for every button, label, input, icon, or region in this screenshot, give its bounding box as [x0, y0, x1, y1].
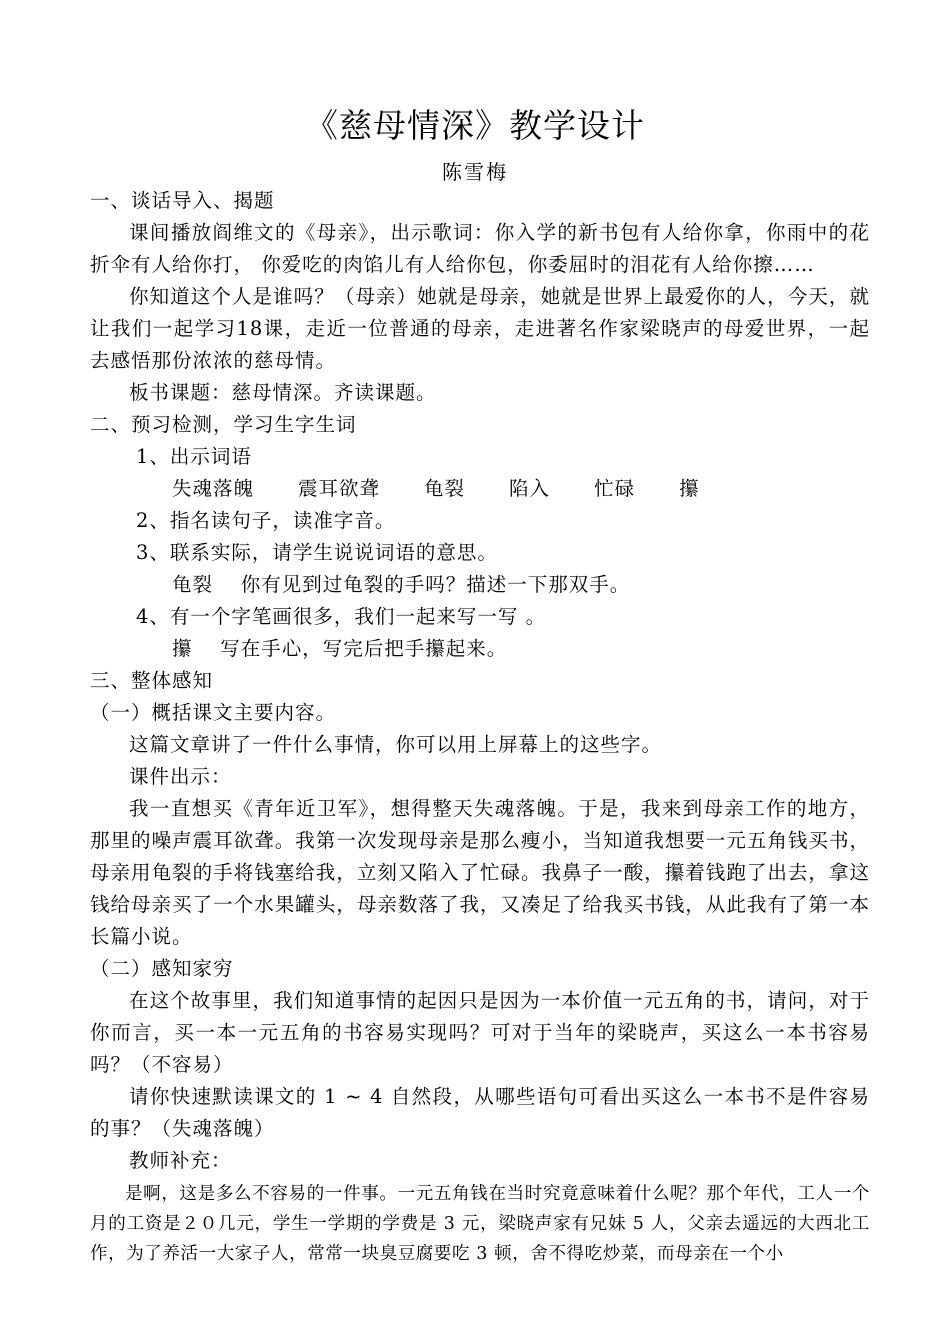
vocabulary-word: 陷入 — [509, 477, 551, 500]
list-item-detail: 龟裂 你有见到过龟裂的手吗？描述一下那双手。 — [172, 573, 631, 596]
vocabulary-word: 忙碌 — [594, 477, 636, 500]
document-body — [90, 185, 870, 1269]
paragraph: 教师补充： — [129, 1149, 232, 1172]
list-item: 1、出示词语 — [136, 445, 252, 468]
list-item-detail: 攥 写在手心，写完后把手攥起来。 — [172, 637, 508, 660]
section-heading-3: 三、整体感知 — [90, 669, 214, 692]
vocabulary-word: 攥 — [679, 477, 700, 500]
author-name: 陈雪梅 — [442, 160, 508, 184]
paragraph: 请你快速默读课文的 1 ~ 4 自然段，从哪些语句可看出买这么一本书不是件容易的事？（失魂落魄） — [90, 1085, 870, 1140]
vocabulary-word: 龟裂 — [424, 477, 466, 500]
list-item: 3、联系实际，请学生说说词语的意思。 — [136, 541, 498, 564]
vocabulary-word: 震耳欲聋 — [298, 477, 381, 500]
list-item: 2、指名读句子，读准字音。 — [136, 509, 396, 532]
paragraph: 课间播放阎维文的《母亲》，出示歌词：你入学的新书包有人给你拿，你雨中的花折伞有人给你打， 你爱吃的肉馅儿有人给你包，你委屈时的泪花有人给你擦…… — [90, 221, 870, 276]
section-heading-2: 二、预习检测，学习生字生词 — [90, 413, 357, 436]
section-heading-1: 一、谈话导入、揭题 — [90, 189, 275, 212]
paragraph: 你知道这个人是谁吗？（母亲）她就是母亲，她就是世界上最爱你的人，今天，就让我们一起学习18课，走近一位普通的母亲，走进著名作家梁晓声的母爱世界，一起去感悟那份浓浓的慈母情。 — [90, 285, 870, 372]
paragraph: 课件出示： — [129, 765, 232, 788]
paragraph: 在这个故事里，我们知道事情的起因只是因为一本价值一元五角的书，请问，对于你而言，买一本一元五角的书容易实现吗？可对于当年的梁晓声，买这么一本书容易吗？（不容易） — [90, 989, 870, 1076]
list-item: 4、有一个字笔画很多，我们一起来写一写 。 — [136, 605, 547, 628]
subsection-heading: （一）概括课文主要内容。 — [90, 701, 337, 724]
vocabulary-word: 失魂落魄 — [172, 477, 255, 500]
paragraph: 这篇文章讲了一件什么事情，你可以用上屏幕上的这些字。 — [129, 733, 663, 756]
paragraph: 我一直想买《青年近卫军》，想得整天失魂落魄。于是，我来到母亲工作的地方，那里的噪声震耳欲聋。我第一次发现母亲是那么瘦小，当知道我想要一元五角钱买书，母亲用龟裂的手将钱塞给我，立刻又陷入了忙碌。我鼻子一酸，攥着钱跑了出去，拿这钱给母亲买了一个水果罐头，母亲数落了我，又凑足了给我买书钱，从此我有了第一本长篇小说。 — [90, 797, 870, 948]
vocabulary-list — [90, 473, 870, 505]
subsection-heading: （二）感知家穷 — [90, 957, 234, 980]
paragraph: 板书课题：慈母情深。齐读课题。 — [129, 381, 437, 404]
paragraph-supplement: 是啊，这是多么不容易的一件事。一元五角钱在当时究竟意味着什么呢？那个年代，工人一个月的工资是２０几元，学生一学期的学费是 3 元，梁晓声家有兄妹 5 人，父亲去遥远的大西北工作，为了养活一大家子人，常常一块臭豆腐要吃 3 顿，舍不得吃炒菜，而母亲在一个小 — [90, 1184, 870, 1264]
document-title: 《慈母情深》教学设计 — [305, 106, 645, 145]
